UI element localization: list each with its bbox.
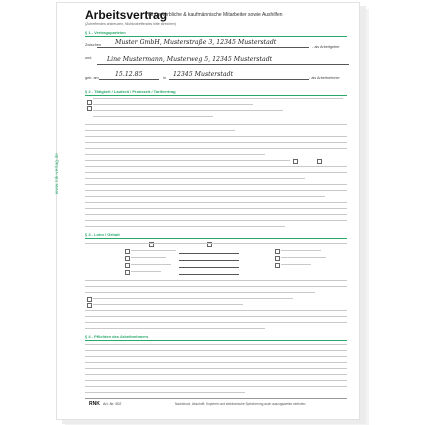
employee-role-label: - als Arbeitnehmer — [309, 76, 340, 80]
birth-place-underline — [169, 79, 309, 80]
section-divider — [85, 340, 347, 341]
text-line — [85, 350, 347, 351]
text-line — [281, 257, 326, 258]
text-line — [85, 292, 315, 293]
text-line — [85, 202, 347, 203]
employer-field[interactable]: Muster GmbH, Musterstraße 3, 12345 Musterstadt — [115, 39, 277, 46]
amount-underline — [179, 267, 239, 268]
section-divider — [85, 95, 347, 96]
text-line — [85, 374, 347, 375]
text-line — [85, 142, 347, 143]
amount-underline — [179, 260, 239, 261]
employee-underline — [97, 64, 349, 65]
text-line — [85, 356, 347, 357]
text-line — [85, 322, 347, 323]
section-divider — [85, 36, 347, 37]
text-line — [93, 116, 213, 117]
text-line — [85, 286, 347, 287]
document-page — [56, 2, 360, 420]
text-line — [85, 310, 347, 311]
birth-place-field[interactable]: 12345 Musterstadt — [173, 71, 234, 78]
text-line — [85, 148, 347, 149]
section-heading-duties: § 4 - Pflichten des Arbeitnehmers — [85, 334, 149, 339]
text-line — [131, 257, 166, 258]
text-line — [85, 124, 347, 125]
text-line — [85, 243, 347, 244]
employee-field[interactable]: Line Mustermann, Musterweg 5, 12345 Musterstadt — [107, 56, 273, 63]
checkbox[interactable] — [275, 263, 280, 268]
employer-underline — [97, 47, 309, 48]
und-label: und — [85, 56, 92, 60]
text-line — [85, 362, 347, 363]
text-line — [85, 214, 347, 215]
birth-date-underline — [99, 79, 159, 80]
checkbox[interactable] — [275, 249, 280, 254]
text-line — [85, 160, 290, 161]
document-title: Arbeitsvertrag — [85, 8, 168, 22]
checkbox[interactable] — [87, 100, 92, 105]
text-line — [85, 328, 265, 329]
checkbox[interactable] — [125, 249, 130, 254]
text-line — [93, 304, 243, 305]
checkbox[interactable] — [125, 263, 130, 268]
checkbox[interactable] — [125, 256, 130, 261]
article-number: Art.-Nr. 502 — [103, 402, 122, 406]
text-line — [85, 178, 305, 179]
amount-underline — [179, 253, 239, 254]
text-line — [281, 250, 321, 251]
footer-divider — [85, 398, 347, 399]
text-line — [85, 184, 347, 185]
text-line — [85, 344, 347, 345]
publisher-logo: RNK — [89, 401, 100, 407]
text-line — [85, 316, 347, 317]
checkbox[interactable] — [87, 297, 92, 302]
text-line — [85, 196, 325, 197]
text-line — [85, 380, 347, 381]
text-line — [85, 172, 347, 173]
checkbox[interactable] — [293, 159, 298, 164]
text-line — [93, 110, 283, 111]
text-line — [85, 280, 347, 281]
checkbox[interactable] — [317, 159, 322, 164]
checkbox[interactable] — [87, 106, 92, 111]
birth-date-label: geb. am — [85, 76, 99, 80]
checkbox[interactable] — [275, 256, 280, 261]
publisher-url: www.rnk-verlag.de — [54, 153, 59, 195]
text-line — [93, 298, 293, 299]
employer-role-label: - als Arbeitgeber — [312, 45, 340, 49]
birth-place-label: in — [163, 76, 166, 80]
text-line — [85, 154, 265, 155]
text-line — [131, 250, 176, 251]
text-line — [93, 98, 343, 99]
text-line — [131, 264, 171, 265]
text-line — [85, 136, 347, 137]
copyright-notice: Nachdruck, Abschrift, Kopieren und elektronische Speicherung auch auszugsweise verboten — [175, 402, 306, 406]
text-line — [85, 190, 347, 191]
birth-date-field[interactable]: 15.12.85 — [115, 71, 143, 78]
text-line — [85, 368, 347, 369]
text-line — [85, 226, 285, 227]
text-line — [85, 220, 347, 221]
section-heading-parties: § 1 - Vertragsparteien — [85, 30, 126, 35]
text-line — [85, 208, 347, 209]
text-line — [93, 104, 253, 105]
text-line — [281, 264, 311, 265]
text-line — [85, 130, 235, 131]
checkbox[interactable] — [125, 270, 130, 275]
text-line — [85, 386, 347, 387]
section-heading-salary: § 3 - Lohn / Gehalt — [85, 232, 120, 237]
section-divider — [85, 238, 347, 239]
instruction-note: (Zutreffendes ankreuzen, Nichtzutreffendes bitte streichen) — [85, 22, 177, 26]
amount-underline — [179, 274, 239, 275]
section-heading-activity: § 2 - Tätigkeit / Laufzeit / Probezeit / Tarifvertrag — [85, 89, 176, 94]
document-subtitle: für gewerbliche & kaufmännische Mitarbeiter sowie Aushilfen — [148, 12, 283, 18]
checkbox[interactable] — [87, 303, 92, 308]
text-line — [131, 271, 161, 272]
zwischen-label: Zwischen — [85, 43, 102, 47]
text-line — [85, 392, 245, 393]
text-line — [85, 166, 347, 167]
